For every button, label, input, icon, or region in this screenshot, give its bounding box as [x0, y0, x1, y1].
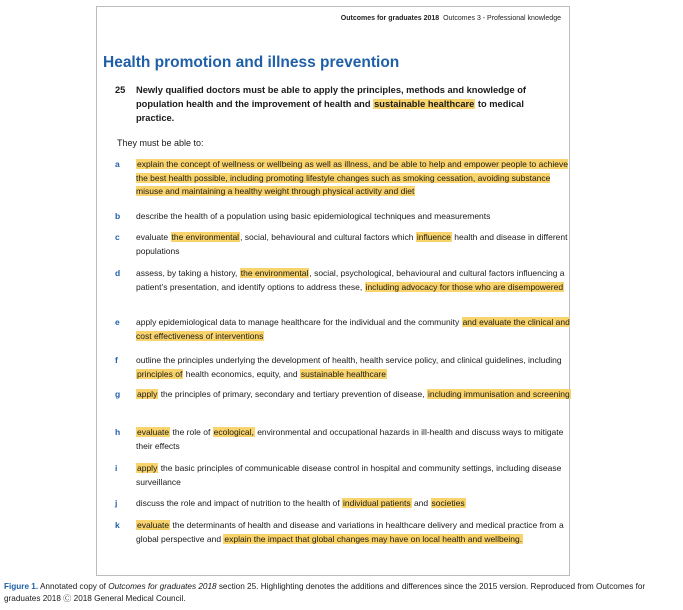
- list-item-letter: b: [115, 211, 121, 221]
- item-text-segment: , social, behavioural and cultural factors which: [240, 232, 416, 242]
- list-item-letter: a: [115, 159, 120, 169]
- highlighted-text: influence: [416, 232, 451, 242]
- list-item-letter: g: [115, 389, 121, 399]
- item-text-segment: the determinants of health and disease and variations in healthcare delivery and medical practice from a global perspective and: [136, 520, 564, 544]
- list-item-text: [136, 316, 576, 343]
- paragraph-text-before: Newly qualified doctors must be able to apply the principles, methods and knowledge of population health and the improvement of health and: [136, 85, 527, 109]
- item-text-segment: the basic principles of communicable disease control in hospital and community settings, including disease surveillance: [136, 463, 562, 487]
- highlighted-text: evaluate: [137, 520, 170, 530]
- paragraph-number: 25: [115, 85, 126, 95]
- list-item-letter: j: [115, 498, 118, 508]
- item-text-segment: environmental and occupational hazards in ill-health and discuss ways to mitigate their effects: [136, 427, 564, 451]
- highlighted-text: the environmental: [171, 232, 240, 242]
- caption-text-1: Annotated copy of: [38, 582, 109, 591]
- paragraph-highlight: sustainable healthcare: [374, 99, 475, 109]
- header-title: Outcomes for graduates 2018: [340, 15, 440, 22]
- document-page: [96, 6, 570, 576]
- highlighted-text: explain the concept of wellness or wellbeing as well as illness, and be able to help and empower people to achieve the best health possible, including promoting lifestyle changes such as smoking cessation, avoiding substance misuse and maintaining a healthy weight through physical activity and diet: [136, 159, 568, 197]
- list-item-text: [136, 519, 576, 546]
- paragraph-text: [136, 83, 556, 125]
- highlighted-text: evaluate: [137, 427, 170, 437]
- item-text-segment: the role of: [170, 427, 213, 437]
- list-item-text: [136, 354, 576, 381]
- item-text-segment: and: [411, 498, 431, 508]
- item-text-segment: describe the health of a population using basic epidemiological techniques and measurements: [136, 211, 491, 221]
- highlighted-text: principles of: [137, 368, 183, 379]
- highlighted-text: ecological,: [213, 427, 254, 437]
- paragraph-text-after: to medical practice.: [136, 99, 524, 123]
- list-item-text: [136, 388, 576, 402]
- caption-italic: Outcomes for graduates 2018: [108, 582, 217, 591]
- section-title: Health promotion and illness prevention: [103, 54, 400, 71]
- caption-text-2: section 25. Highlighting denotes the additions and differences since the 2015 version. Reproduced from Outcomes for graduates 2018 Ⓒ 2018 General Medical Council.: [4, 582, 646, 603]
- highlighted-text: including advocacy for those who are disempowered: [365, 281, 564, 292]
- item-text-segment: , social, psychological, behavioural and cultural factors influencing a patient’s presentation, and identify options to address these,: [136, 268, 565, 292]
- header-section: Outcomes 3 - Professional knowledge: [443, 15, 561, 22]
- highlighted-text: societies: [431, 498, 465, 508]
- highlighted-text: individual patients: [343, 498, 411, 508]
- highlighted-text: and evaluate the clinical and cost effectiveness of interventions: [136, 317, 570, 341]
- item-text-segment: health and disease in different populations: [136, 232, 568, 256]
- list-item-letter: h: [115, 427, 121, 437]
- item-text-segment: assess, by taking a history,: [136, 268, 240, 278]
- item-text-segment: evaluate: [136, 232, 171, 242]
- item-text-segment: the principles of primary, secondary and tertiary prevention of disease,: [158, 389, 427, 399]
- highlighted-text: apply: [137, 389, 158, 399]
- list-item-text: [136, 497, 576, 511]
- list-item-text: [136, 231, 576, 258]
- highlighted-text: explain the impact that global changes may have on local health and wellbeing.: [224, 533, 523, 544]
- item-text-segment: outline the principles underlying the development of health, health service policy, and clinical guidelines, including: [136, 355, 562, 365]
- highlighted-text: sustainable healthcare: [300, 368, 386, 379]
- list-item-letter: e: [115, 317, 120, 327]
- list-item-text: [136, 158, 576, 199]
- item-text-segment: apply epidemiological data to manage healthcare for the individual and the community: [136, 317, 462, 327]
- list-item-letter: c: [115, 232, 120, 242]
- highlighted-text: the environmental: [240, 268, 309, 278]
- list-item-text: [136, 267, 576, 294]
- highlighted-text: apply: [137, 463, 158, 473]
- list-item-letter: k: [115, 520, 120, 530]
- list-item-text: [136, 462, 576, 489]
- item-text-segment: health economics, equity, and: [183, 368, 300, 379]
- caption-label: Figure 1.: [4, 582, 39, 591]
- list-item-text: [136, 210, 576, 224]
- list-item-letter: d: [115, 268, 121, 278]
- list-item-letter: f: [115, 355, 118, 365]
- intro-text: They must be able to:: [117, 138, 204, 148]
- running-header: [341, 15, 561, 22]
- item-text-segment: discuss the role and impact of nutrition to the health of: [136, 498, 343, 508]
- figure-caption: [4, 581, 680, 604]
- highlighted-text: including immunisation and screening: [428, 389, 570, 399]
- list-item-text: [136, 426, 576, 453]
- list-item-letter: i: [115, 463, 118, 473]
